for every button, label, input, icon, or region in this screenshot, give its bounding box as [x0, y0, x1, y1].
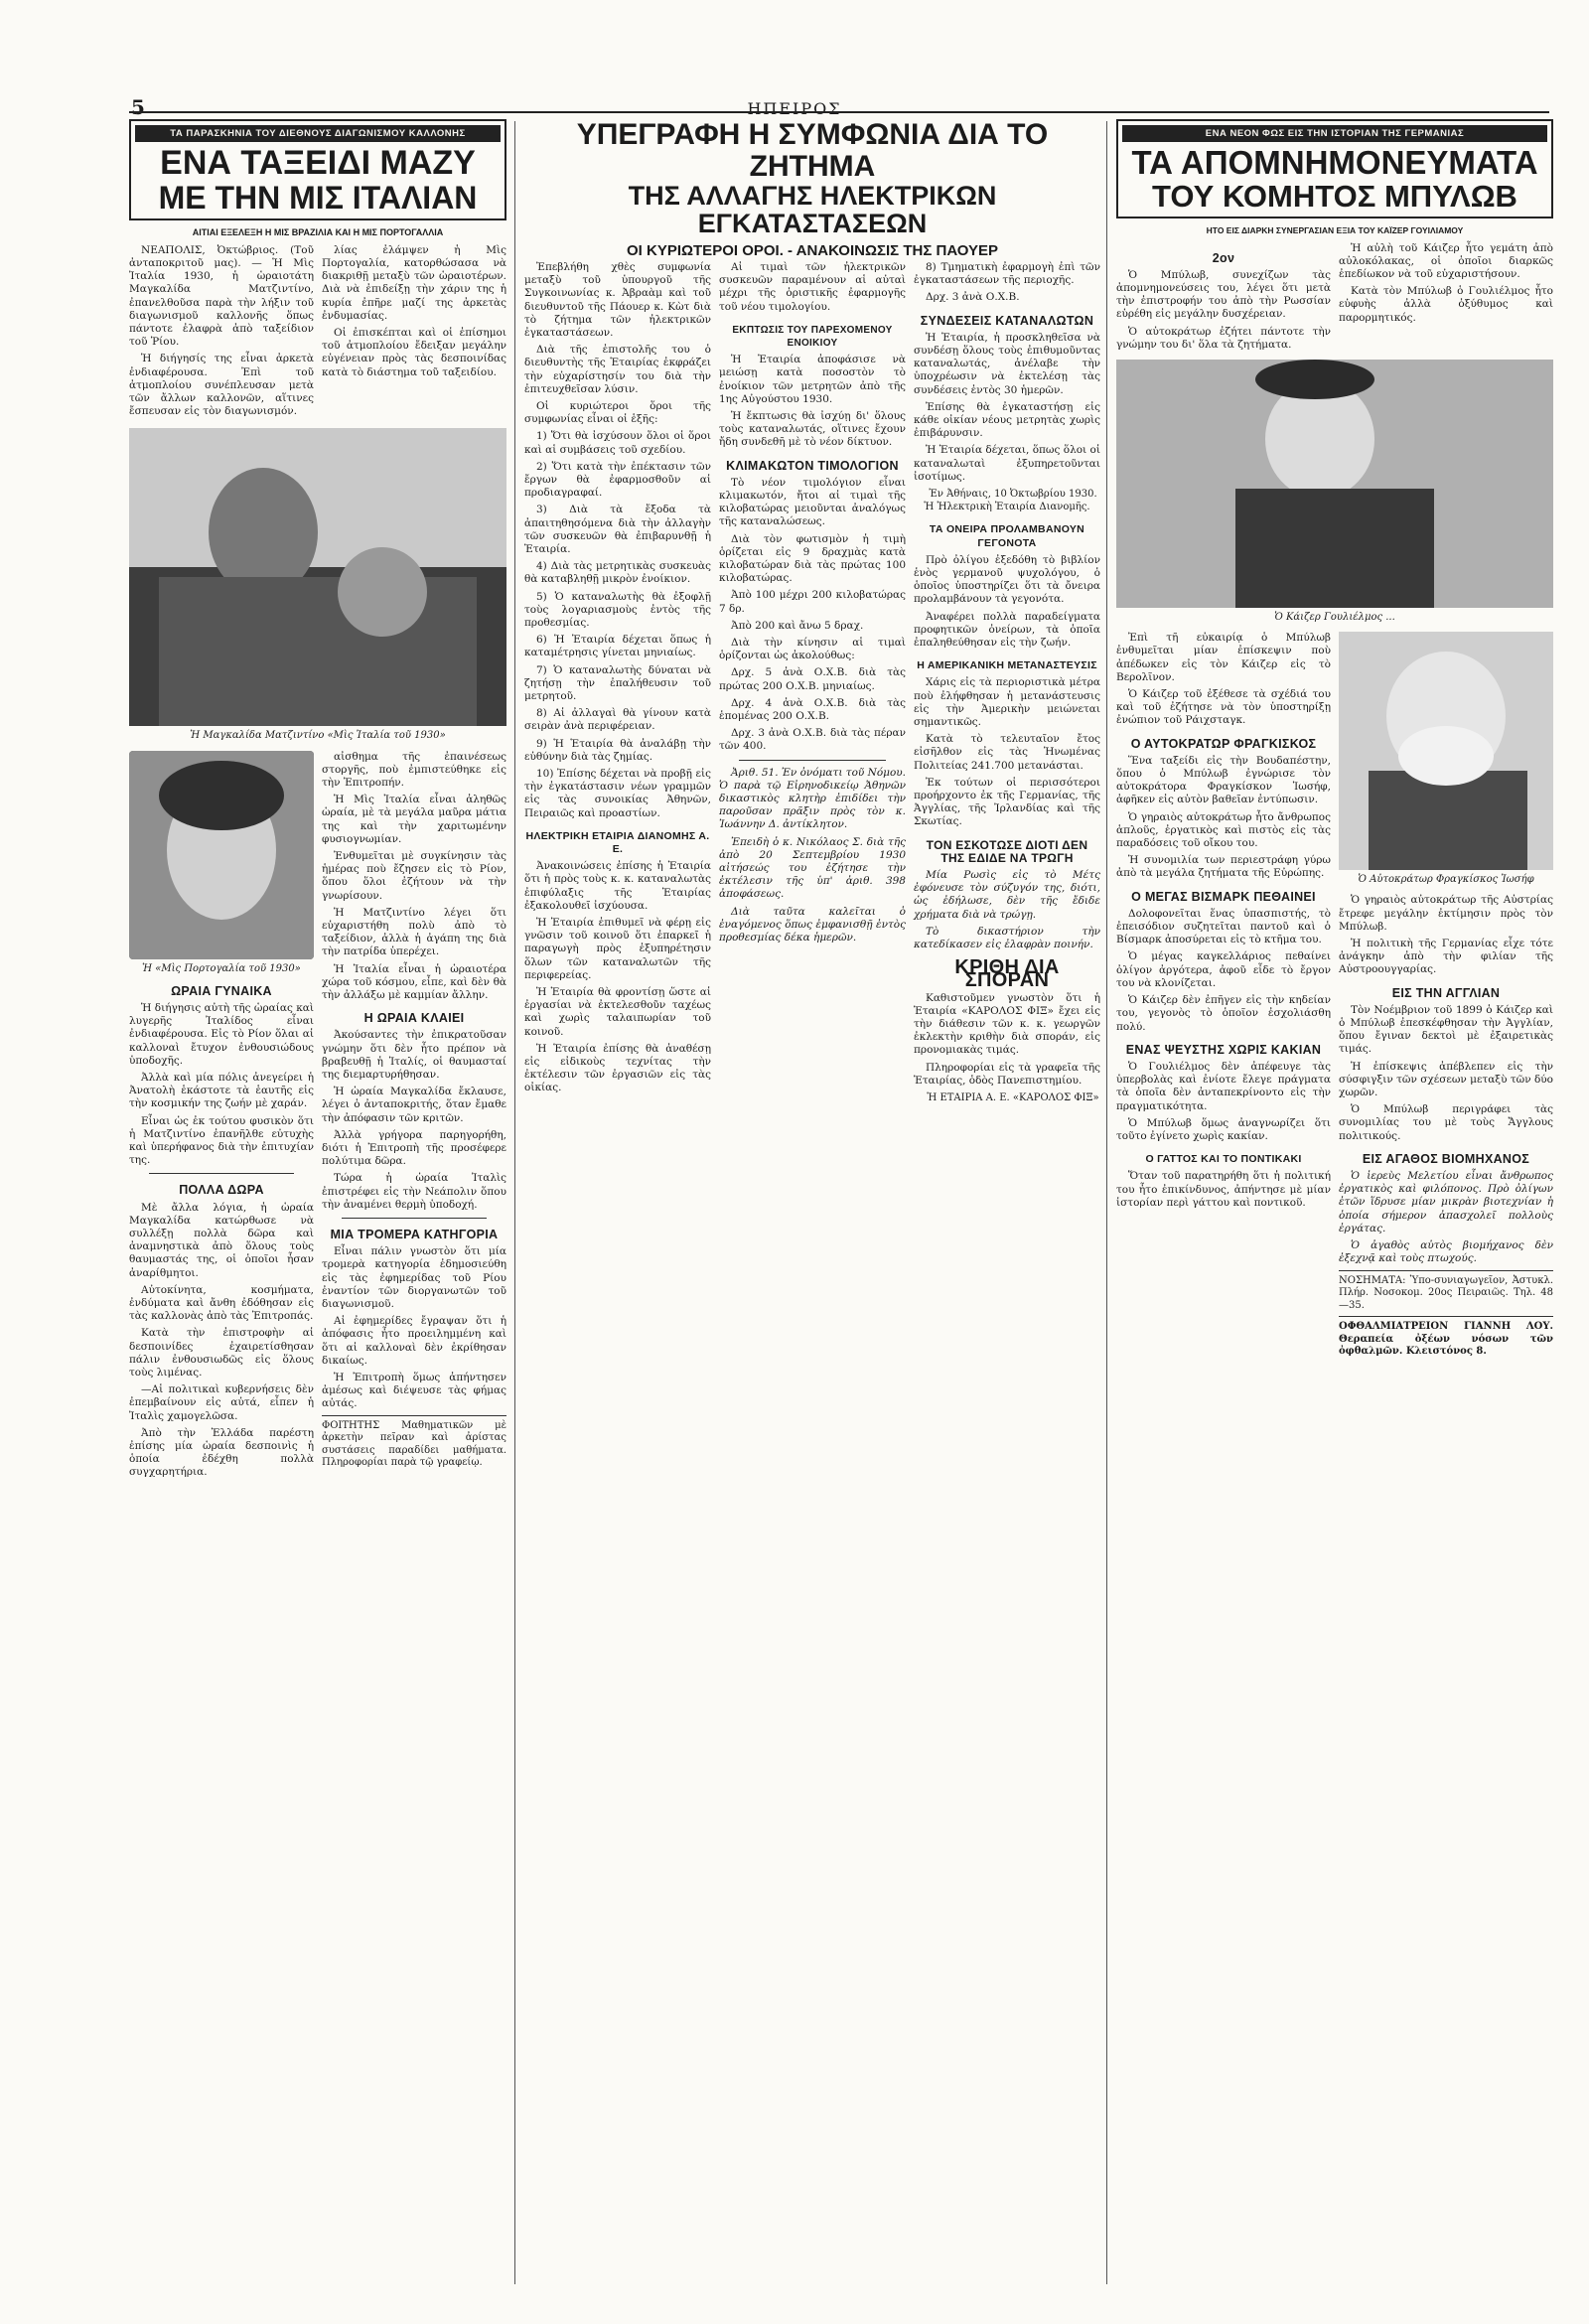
center-headline-2: ΤΗΣ ΑΛΛΑΓΗΣ ΗΛΕΚΤΡΙΚΩΝ ΕΓΚΑΤΑΣΤΑΣΕΩΝ: [628, 181, 997, 239]
left-section-4: ΜΙΑ ΤΡΟΜΕΡΑ ΚΑΤΗΓΟΡΙΑ: [330, 1228, 499, 1242]
right-col-d: Ὁ Αὐτοκράτωρ Φραγκίσκος Ἰωσήφ Ὁ γηραιὸς αὐτοκράτωρ τῆς Αὐστρίας ἔτρεφε μεγάλην ἐκτίμησιν πρὸς τὸν Μπύλωβ. Ἡ πολιτικὴ τῆς Γερμανίας εἶχε τότε ἀνάγκην ἀπὸ τὴν φιλίαν τῆς Αὐστροουγγαρίας. ΕΙΣ ΤΗΝ ΑΓΓΛΙΑΝ Τὸν Νοέμβριον τοῦ 1899 ὁ Κάιζερ καὶ ὁ Μπύλωβ ἐπεσκέφθησαν τὴν Ἀγγλίαν, ὅπου ἔγιναν δεκτοὶ μὲ ἐξαιρετικὰς τιμάς. Ἡ ἐπίσκεψις ἀπέβλεπεν εἰς τὴν σύσφιγξιν τῶν σχέσεων μεταξὺ τῶν δύο χωρῶν. Ὁ Μπύλωβ περιγράφει τὰς συνομιλίας του μὲ τοὺς Ἄγγλους πολιτικούς. ΕΙΣ ΑΓΑΘΟΣ ΒΙΟΜΗΧΑΝΟΣ Ὁ ἱερεὺς Μελετίου εἶναι ἄνθρωπος ἐργατικὸς καὶ φιλόπονος. Πρὸ ὀλίγων ἐτῶν ἵδρυσε μίαν μικρὰν βιοτεχνίαν ἡ ὁποία σήμερον ἀπασχολεῖ πολλοὺς ἐργάτας. Ὁ ἀγαθὸς αὐτὸς βιομήχανος δὲν ἐξεχνᾷ καὶ τοὺς πτωχούς. ΝΟΣΗΜΑΤΑ: Ὑπο-συνιαγωγεῖον, Ἀστυκλ. Πλήρ. Νοσοκομ. 20ος Πειραιῶς. Τηλ. 48—35. ΟΦΘΑΛΜΙΑΤΡΕΙΟΝ ΓΙΑΝΝΗ ΛΟΥ. Θεραπεία ὀξέων νόσων τῶν ὀφθαλμῶν. Κλειστόνος 8.: [1339, 632, 1553, 1362]
right-col-a: 2ον Ὁ Μπύλωβ, συνεχίζων τὰς ἀπομνημονεύσεις του, λέγει ὅτι μετὰ τὴν ἐπιστροφήν του ἀπὸ τὴν Ρωσσίαν εὑρέθη εἰς μεγάλην δυσχέρειαν. Ὁ αὐτοκράτωρ ἐζήτει πάντοτε τὴν γνώμην του δι' ὅλα τὰ ζητήματα.: [1116, 250, 1331, 351]
photo-franz-joseph: [1339, 632, 1553, 870]
center-section-7: ΚΡΙΘΗ ΔΙΑ ΣΠΟΡΑΝ: [954, 956, 1060, 992]
left-headline-2: ΜΕ ΤΗΝ ΜΙΣ ΙΤΑΛΙΑΝ: [158, 179, 478, 216]
right-subkicker: ΗΤΟ ΕΙΣ ΔΙΑΡΚΗ ΣΥΝΕΡΓΑΣΙΑΝ ΕΞΙΑ ΤΟΥ ΚΑΪΖΕΡ ΓΟΥΙΛΙΑΜΟΥ: [1206, 225, 1464, 236]
left-text-col-b: λίας ἐλάμψεν ἡ Μὶς Πορτογαλία, κατορθώσασα νὰ διακριθῇ μεταξὺ τῶν ὡραιοτέρων. Διὰ νὰ ἐπιδείξῃ τὴν χάριν της ἡ κυρία ἐπῆρε μαζί της ἀρκετὰς ἐνδυμασίας. Οἱ ἐπισκέπται καὶ οἱ ἐπίσημοι τοῦ ἀτμοπλοίου ἔδειξαν μεγάλην εὐγένειαν πρὸς τὰς δεσποινίδας κατὰ τὸ διάστημα τοῦ ταξειδίου.: [322, 243, 506, 378]
center-divider-1: [739, 760, 886, 761]
page-number: 5: [131, 95, 145, 119]
center-signature: Ἐν Ἀθήναις, 10 Ὀκτωβρίου 1930. Ἡ Ἠλεκτρικὴ Ἑταιρία Διανομῆς.: [924, 488, 1097, 513]
right-col-c: Ἐπὶ τῆ εὐκαιρίᾳ ὁ Μπύλωβ ἐνθυμεῖται μίαν ἐπίσκεψιν ποὺ ἀπέδωκεν εἰς τὸν Κάιζερ εἰς τὸ Βερολῖνον. Ὁ Κάιζερ τοῦ ἐξέθεσε τὰ σχέδιά του καὶ τοῦ ἐζήτησε νὰ τὸν ὑποστηρίξῃ ἐνώπιον τοῦ Ράιχσταγκ. Ο ΑΥΤΟΚΡΑΤΩΡ ΦΡΑΓΚΙΣΚΟΣ Ἕνα ταξείδι εἰς τὴν Βουδαπέστην, ὅπου ὁ Μπύλωβ ἐγνώρισε τὸν αὐτοκράτορα Φραγκίσκον Ἰωσήφ, ἀφῆκεν εἰς αὐτὸν βαθεῖαν ἐντύπωσιν. Ὁ γηραιὸς αὐτοκράτωρ ἦτο ἄνθρωπος ἁπλοῦς, ἐργατικὸς καὶ πιστὸς εἰς τὰς παραδόσεις τοῦ οἴκου του. Ἡ συνομιλία των περιεστράφη γύρω ἀπὸ τὰ μεγάλα ζητήματα τῆς Εὐρώπης. Ο ΜΕΓΑΣ ΒΙΣΜΑΡΚ ΠΕΘΑΙΝΕΙ Δολοφονεῖται ἕνας ὑπασπιστής, τὸ ἐπεισόδιον συζητεῖται παντοῦ καὶ ὁ Βίσμαρκ ἀποσύρεται εἰς τὸ κτῆμα του. Ὁ μέγας καγκελλάριος πεθαίνει ὀλίγον ἀργότερα, ἀφοῦ εἶδε τὸ ἔργον του νὰ κλονίζεται. Ὁ Κάιζερ δὲν ἐπῆγεν εἰς τὴν κηδείαν του, γεγονὸς τὸ ὁποῖον ἐσχολιάσθη πολύ. ΕΝΑΣ ΨΕΥΣΤΗΣ ΧΩΡΙΣ ΚΑΚΙΑΝ Ὁ Γουλιέλμος δὲν ἀπέφευγε τὰς ὑπερβολὰς καὶ ἐνίοτε ἔλεγε πράγματα τὰ ὁποῖα δὲν ἀνταπεκρίνοντο εἰς τὴν πραγματικότητα. Ὁ Μπύλωβ ὅμως ἀναγνωρίζει ὅτι τοῦτο ἐγίνετο χωρὶς κακίαν. Ο ΓΑΤΤΟΣ ΚΑΙ ΤΟ ΠΟΝΤΙΚΑΚΙ Ὅταν τοῦ παρατηρήθη ὅτι ἡ πολιτική του ἦτο ἐπικίνδυνος, ἀπήντησε μὲ μίαν ἱστορίαν περὶ γάττου καὶ ποντικοῦ.: [1116, 632, 1331, 1209]
right-notice: ΝΟΣΗΜΑΤΑ: Ὑπο-συνιαγωγεῖον, Ἀστυκλ. Πλήρ. Νοσοκομ. 20ος Πειραιῶς. Τηλ. 48—35.: [1339, 1270, 1553, 1313]
center-section-3: ΣΥΝΔΕΣΕΙΣ ΚΑΤΑΝΑΛΩΤΩΝ: [920, 313, 1094, 328]
col-rule-1: [514, 121, 515, 2284]
photo-caption-right-1: Ὁ Κάιζερ Γουλιέλμος ...: [1274, 612, 1395, 624]
right-article: [1116, 119, 1553, 2284]
right-headline-box: [1116, 119, 1553, 218]
right-kicker: ΕΝΑ ΝΕΟΝ ΦΩΣ ΕΙΣ ΤΗΝ ΙΣΤΟΡΙΑΝ ΤΗΣ ΓΕΡΜΑΝΙΑΣ: [1122, 125, 1547, 142]
center-sporan-sign: Ἡ ΕΤΑΙΡΙΑ Α. Ε. «ΚΑΡΟΛΟΣ ΦΙΞ»: [927, 1092, 1099, 1104]
left-ad: ΦΟΙΤΗΤΗΣ Μαθηματικῶν μὲ ἀρκετὴν πεῖραν καὶ ἀρίστας συστάσεις παραδίδει μαθήματα. Πληροφορίαι παρὰ τῷ γραφείῳ.: [322, 1415, 506, 1470]
left-subkicker: ΑΙΤΙΑΙ ΕΞΕΛΕΞΗ Η ΜΙΣ ΒΡΑΖΙΛΙΑ ΚΑΙ Η ΜΙΣ ΠΟΡΤΟΓΑΛΛΙΑ: [192, 227, 444, 238]
center-section-1: ΕΚΠΤΩΣΙΣ ΤΟΥ ΠΑΡΕΧΟΜΕΝΟΥ ΕΝΟΙΚΙΟΥ: [732, 324, 893, 349]
left-section-2: ΠΟΛΛΑ ΔΩΡΑ: [179, 1183, 264, 1198]
center-col-a: Ἐπεβλήθη χθὲς συμφωνία μεταξὺ τοῦ ὑπουργοῦ τῆς Συγκοινωνίας κ. Ἀβραὰμ καὶ τοῦ διευθυντοῦ τῆς Πάουερ κ. Κὼτ διὰ τὸ ζήτημα τῶν ἠλεκτρικῶν ἐγκαταστάσεων. Διὰ τῆς ἐπιστολῆς του ὁ διευθυντὴς τῆς Ἑταιρίας ἐκφράζει τὴν εὐχαρίστησίν του διὰ τὴν ἐπιτευχθεῖσαν λύσιν. Οἱ κυριώτεροι ὅροι τῆς συμφωνίας εἶναι οἱ ἑξῆς: 1) Ὅτι θὰ ἰσχύσουν ὅλοι οἱ ὅροι καὶ αἱ συμβάσεις τοῦ σχεδίου. 2) Ὅτι κατὰ τὴν ἐπέκτασιν τῶν ἔργων θὰ ἐφαρμοσθοῦν αἱ προδιαγραφαί. 3) Διὰ τὰ ἔξοδα τὰ ἀπαιτηθησόμενα διὰ τὴν ἀλλαγὴν τῶν συσκευῶν θὰ ἐπιβαρυνθῇ ἡ Ἑταιρία. 4) Διὰ τὰς μετρητικὰς συσκευὰς θὰ καταβληθῇ μικρὸν ἐνοίκιον. 5) Ὁ καταναλωτὴς θὰ ἐξοφλῇ τοὺς λογαριασμοὺς ἐντὸς τῆς προθεσμίας. 6) Ἡ Ἑταιρία δέχεται ὅπως ἡ καταμέτρησις γίνεται μηνιαίως. 7) Ὁ καταναλωτὴς δύναται νὰ ζητήσῃ τὴν ἐπαλήθευσιν τοῦ μετρητοῦ. 8) Αἱ ἀλλαγαὶ θὰ γίνουν κατὰ σειρὰν ἀνὰ περιφέρειαν. 9) Ἡ Ἑταιρία θὰ ἀναλάβῃ τὴν εὐθύνην διὰ τὰς ζημίας. 10) Ἐπίσης δέχεται νὰ προβῇ εἰς τὴν ἐγκατάστασιν νέων γραμμῶν εἰς τὰς συνοικίας Ἀθηνῶν, Πειραιῶς καὶ προαστίων. ΗΛΕΚΤΡΙΚΗ ΕΤΑΙΡΙΑ ΔΙΑΝΟΜΗΣ Α. Ε. Ἀνακοινώσεις ἐπίσης ἡ Ἑταιρία ὅτι ἡ πρὸς τοὺς κ. κ. καταναλωτὰς ἐπιφύλαξις τῆς Ἑταιρίας ἐξακολουθεῖ ἰσχύουσα. Ἡ Ἑταιρία ἐπιθυμεῖ νὰ φέρῃ εἰς γνῶσιν τοῦ κοινοῦ ὅτι ἐπαρκεῖ ἡ παραγωγὴ πρὸς ἐξυπηρέτησιν ὅλων τῶν καταναλωτῶν τῆς περιφερείας. Ἡ Ἑταιρία θὰ φροντίσῃ ὥστε αἱ ἐργασίαι νὰ ἐκτελεσθοῦν ταχέως καὶ χωρὶς ταλαιπωρίαν τοῦ κοινοῦ. Ἡ Ἑταιρία ἐπίσης θὰ ἀναθέσῃ εἰς εἰδικοὺς τεχνίτας τὴν ἐκτέλεσιν τῶν ἐργασιῶν εἰς τὰς οἰκίας.: [524, 260, 711, 1094]
right-section-2: Ο ΜΕΓΑΣ ΒΙΣΜΑΡΚ ΠΕΘΑΙΝΕΙ: [1131, 889, 1316, 904]
center-article: [524, 119, 1100, 2284]
center-deck: ΟΙ ΚΥΡΙΩΤΕΡΟΙ ΟΡΟΙ. - ΑΝΑΚΟΙΝΩΣΙΣ ΤΗΣ ΠΑΟΥΕΡ: [626, 241, 999, 259]
left-headline-box: [129, 119, 506, 220]
right-section-3: ΕΝΑΣ ΨΕΥΣΤΗΣ ΧΩΡΙΣ ΚΑΚΙΑΝ: [1125, 1042, 1322, 1057]
center-section-6: ΤΟΝ ΕΣΚΟΤΩΣΕ ΔΙΟΤΙ ΔΕΝ ΤΗΣ ΕΔΙΔΕ ΝΑ ΤΡΩΓΗ: [926, 837, 1088, 865]
center-section-2: ΚΛΙΜΑΚΩΤΟΝ ΤΙΜΟΛΟΓΙΟΝ: [726, 458, 899, 473]
photo-caption-right-2: Ὁ Αὐτοκράτωρ Φραγκίσκος Ἰωσήφ: [1358, 874, 1534, 886]
right-section-6: ΕΙΣ ΤΗΝ ΑΓΓΛΙΑΝ: [1391, 985, 1501, 1000]
left-headline-1: ΕΝΑ ΤΑΞΕΙΔΙ ΜΑΖΥ: [160, 144, 476, 183]
left-divider-1: [149, 1173, 294, 1174]
center-section-4: ΤΑ ΟΝΕΙΡΑ ΠΡΟΛΑΜΒΑΝΟΥΝ ΓΕΓΟΝΟΤΑ: [929, 523, 1085, 549]
left-text-col-a: ΝΕΑΠΟΛΙΣ, Ὀκτώβριος. (Τοῦ ἀνταποκριτοῦ μας). — Ἡ Μὶς Ἰταλία 1930, ἡ ὡραιοτάτη Μαγκαλίδα Ματζιντίνο, ἐπανελθοῦσα παρὰ τὴν λήξιν τοῦ διαγωνισμοῦ καλλονῆς ὅπως πάντοτε ἐλαφρὰ ἀπὸ ταξείδιον τοῦ Ῥίου. Ἡ διήγησίς της εἶναι ἀρκετὰ ἐνδιαφέρουσα. Ἐπὶ τοῦ ἀτμοπλοίου συνέπλευσαν μετὰ τῶν ἄλλων καλλονῶν, αἵτινες ἔσπευσαν εἰς τὸν διαγωνισμόν.: [129, 243, 314, 418]
photo-miss-portugal: [129, 751, 314, 959]
left-section-1: ΩΡΑΙΑ ΓΥΝΑΙΚΑ: [171, 983, 272, 998]
photo-caption-2: Ἡ «Μὶς Πορτογαλία τοῦ 1930»: [142, 962, 301, 974]
left-article: [129, 119, 506, 2284]
masthead-rule: [129, 111, 1549, 113]
center-section-5: Η ΑΜΕΡΙΚΑΝΙΚΗ ΜΕΤΑΝΑΣΤΕΥΣΙΣ: [917, 659, 1097, 672]
right-clinic: ΟΦΘΑΛΜΙΑΤΡΕΙΟΝ ΓΙΑΝΝΗ ΛΟΥ. Θεραπεία ὀξέων νόσων τῶν ὀφθαλμῶν. Κλειστόνος 8.: [1339, 1316, 1553, 1359]
center-col-c: 8) Τμηματικὴ ἐφαρμογὴ ἐπὶ τῶν ἐγκαταστάσεων τῆς περιοχῆς. Δρχ. 3 ἀνὰ Ο.Χ.Β. ΣΥΝΔΕΣΕΙΣ ΚΑΤΑΝΑΛΩΤΩΝ Ἡ Ἑταιρία, ἡ προσκληθεῖσα νὰ συνδέσῃ ὅλους τοὺς ἐπιθυμοῦντας καταναλωτάς, ἀνέλαβε τὴν ὑποχρέωσιν νὰ ἐκτελέσῃ τὰς συνδέσεις ἐντὸς 30 ἡμερῶν. Ἐπίσης θὰ ἐγκαταστήσῃ εἰς κάθε οἰκίαν νέους μετρητὰς χωρὶς ἐπιβάρυνσιν. Ἡ Ἑταιρία δέχεται, ὅπως ὅλοι οἱ καταναλωταὶ ἐξυπηρετοῦνται ἰσοτίμως. Ἐν Ἀθήναις, 10 Ὀκτωβρίου 1930. Ἡ Ἠλεκτρικὴ Ἑταιρία Διανομῆς. ΤΑ ΟΝΕΙΡΑ ΠΡΟΛΑΜΒΑΝΟΥΝ ΓΕΓΟΝΟΤΑ Πρὸ ὀλίγου ἐξεδόθη τὸ βιβλίον ἑνὸς γερμανοῦ ψυχολόγου, ὁ ὁποῖος ὑποστηρίζει ὅτι τὰ ὄνειρα προλαμβάνουν τὰ γεγονότα. Ἀναφέρει πολλὰ παραδείγματα προφητικῶν ὀνείρων, τὰ ὁποῖα ἐπαληθεύθησαν εἰς τὴν ζωήν. Η ΑΜΕΡΙΚΑΝΙΚΗ ΜΕΤΑΝΑΣΤΕΥΣΙΣ Χάρις εἰς τὰ περιοριστικὰ μέτρα ποὺ ἐλήφθησαν ἡ μετανάστευσις εἰς τὴν Ἀμερικὴν μειώνεται σημαντικῶς. Κατὰ τὸ τελευταῖον ἔτος εἰσῆλθον εἰς τὰς Ἡνωμένας Πολιτείας 241.700 μετανάσται. Ἐκ τούτων οἱ περισσότεροι προήρχοντο ἐκ τῆς Γερμανίας, τῆς Ἀγγλίας, τῆς Ἰρλανδίας καὶ τῆς Σκωτίας. ΤΟΝ ΕΣΚΟΤΩΣΕ ΔΙΟΤΙ ΔΕΝ ΤΗΣ ΕΔΙΔΕ ΝΑ ΤΡΩΓΗ Μία Ρωσὶς εἰς τὸ Μέτς ἐφόνευσε τὸν σύζυγόν της, διότι, ὡς ἐδήλωσε, δὲν τῆς ἔδιδε χρήματα διὰ νὰ τρώγῃ. Τὸ δικαστήριον τὴν κατεδίκασεν εἰς ἐλαφρὰν ποινήν. ΚΡΙΘΗ ΔΙΑ ΣΠΟΡΑΝ Καθιστοῦμεν γνωστὸν ὅτι ἡ Ἑταιρία «ΚΑΡΟΛΟΣ ΦΙΞ» ἔχει εἰς τὴν διάθεσιν τῶν κ. κ. γεωργῶν ἐκλεκτὴν κριθὴν διὰ σποράν, εἰς προνομιακὰς τιμάς. Πληροφορίαι εἰς τὰ γραφεῖα τῆς Ἑταιρίας, ὁδὸς Πανεπιστημίου. Ἡ ΕΤΑΙΡΙΑ Α. Ε. «ΚΑΡΟΛΟΣ ΦΙΞ»: [914, 260, 1100, 1104]
right-headline-2: ΤΟΥ ΚΟΜΗΤΟΣ ΜΠΥΛΩΒ: [1152, 178, 1517, 214]
right-section-1: Ο ΑΥΤΟΚΡΑΤΩΡ ΦΡΑΓΚΙΣΚΟΣ: [1130, 736, 1317, 751]
left-divider-2: [342, 1218, 487, 1219]
masthead: [0, 0, 1589, 119]
right-section-5: ΕΙΣ ΑΓΑΘΟΣ ΒΙΟΜΗΧΑΝΟΣ: [1362, 1151, 1530, 1166]
center-col-b: Αἱ τιμαὶ τῶν ἠλεκτρικῶν συσκευῶν παραμένουν αἱ αὐταὶ μέχρι τῆς ὁριστικῆς ἐφαρμογῆς τοῦ νέου τιμολογίου. ΕΚΠΤΩΣΙΣ ΤΟΥ ΠΑΡΕΧΟΜΕΝΟΥ ΕΝΟΙΚΙΟΥ Ἡ Ἑταιρία ἀποφάσισε νὰ μειώσῃ κατὰ ποσοστὸν τὸ ἐνοίκιον τῶν μετρητῶν ἀπὸ τῆς 1ης Αὐγούστου 1930. Ἡ ἔκπτωσις θὰ ἰσχύῃ δι' ὅλους τοὺς καταναλωτάς, οἵτινες ἔχουν ἤδη συνδεθῆ μὲ τὸ νέον δίκτυον. ΚΛΙΜΑΚΩΤΟΝ ΤΙΜΟΛΟΓΙΟΝ Τὸ νέον τιμολόγιον εἶναι κλιμακωτόν, ἤτοι αἱ τιμαὶ τῆς κιλοβατώρας μειοῦνται ἀναλόγως τῆς καταναλώσεως. Διὰ τὸν φωτισμὸν ἡ τιμὴ ὁρίζεται εἰς 9 δραχμὰς κατὰ κιλοβατώραν διὰ τὰς πρώτας 100 κιλοβατώρας. Ἀπὸ 100 μέχρι 200 κιλοβατώρας 7 δρ. Ἀπὸ 200 καὶ ἄνω 5 δραχ. Διὰ τὴν κίνησιν αἱ τιμαὶ ὁρίζονται ὡς ἀκολούθως: Δρχ. 5 ἀνὰ Ο.Χ.Β. διὰ τὰς πρώτας 200 Ο.Χ.Β. μηνιαίως. Δρχ. 4 ἀνὰ Ο.Χ.Β. διὰ τὰς ἑπομένας 200 Ο.Χ.Β. Δρχ. 3 ἀνὰ Ο.Χ.Β. διὰ τὰς πέραν τῶν 400. Ἀριθ. 51. Ἐν ὀνόματι τοῦ Νόμου. Ὁ παρὰ τῷ Εἰρηνοδικείῳ Ἀθηνῶν δικαστικὸς κλητὴρ ἐπιδίδει τὴν παροῦσαν πρᾶξιν πρὸς τὸν κ. Ἰωάννην Δ. ἀντίκλητον. Ἐπειδὴ ὁ κ. Νικόλαος Σ. διὰ τῆς ἀπὸ 20 Σεπτεμβρίου 1930 αἰτήσεώς του ἐζήτησε τὴν ἐκτέλεσιν τῆς ὑπ' ἀριθ. 398 ἀποφάσεως. Διὰ ταῦτα καλεῖται ὁ ἐναγόμενος ὅπως ἐμφανισθῇ ἐντὸς προθεσμίας δέκα ἡμερῶν.: [719, 260, 907, 944]
left-kicker: ΤΑ ΠΑΡΑΣΚΗΝΙΑ ΤΟΥ ΔΙΕΘΝΟΥΣ ΔΙΑΓΩΝΙΣΜΟΥ ΚΑΛΛΟΝΗΣ: [135, 125, 501, 142]
left-section-3: Η ΩΡΑΙΑ ΚΛΑΙΕΙ: [363, 1011, 465, 1026]
right-section-4: Ο ΓΑΤΤΟΣ ΚΑΙ ΤΟ ΠΟΝΤΙΚΑΚΙ: [1145, 1153, 1302, 1166]
photo-kaiser: [1116, 360, 1553, 608]
center-section-8: ΗΛΕΚΤΡΙΚΗ ΕΤΑΙΡΙΑ ΔΙΑΝΟΜΗΣ Α. Ε.: [525, 829, 710, 856]
newspaper-title: ΗΠΕΙΡΟΣ: [747, 99, 842, 118]
left-text-col-d: αἰσθημα τῆς ἐπαινέσεως στοργῆς, ποὺ ἐμπιστεύθηκε εἰς τὴν Ἐπιτροπήν. Ἡ Μὶς Ἰταλία εἶναι ἀληθῶς ὡραία, μὲ τὰ μεγάλα μαῦρα μάτια της καὶ τὴν χαριτωμένην φυσιογνωμίαν. Ἐνθυμεῖται μὲ συγκίνησιν τὰς ἡμέρας ποὺ ἔζησεν εἰς τὸ Ρίον, ὅπου ὅλοι ἐζήτουν νὰ τὴν γνωρίσουν. Ἡ Ματζιντίνο λέγει ὅτι εὐχαριστήθη πολὺ ἀπὸ τὸ ταξείδιον, ἀλλὰ ἡ ἀγάπη της διὰ τὴν πατρίδα ὑπερέχει. Ἡ Ἰταλία εἶναι ἡ ὡραιοτέρα χώρα τοῦ κόσμου, εἶπε, καὶ δὲν θὰ τὴν ἀλλάξω μὲ καμμίαν ἄλλην. Η ΩΡΑΙΑ ΚΛΑΙΕΙ Ἀκούσαντες τὴν ἐπικρατοῦσαν γνώμην ὅτι δὲν ἦτο πρέπον νὰ βραβευθῇ ἡ Ἰταλίς, οἱ θαυμασταί της διεμαρτυρήθησαν. Ἡ ὡραία Μαγκαλίδα ἔκλαυσε, λέγει ὁ ἀνταποκριτής, ὅταν ἔμαθε τὴν ἀπόφασιν τῶν κριτῶν. Ἀλλὰ γρήγορα παρηγορήθη, διότι ἡ Ἐπιτροπὴ τῆς προσέφερε πολύτιμα δῶρα. Τώρα ἡ ὡραία Ἰταλὶς ἐπιστρέφει εἰς τὴν Νεάπολιν ὅπου τὴν ἀναμένει θερμὴ ὑποδοχή. ΜΙΑ ΤΡΟΜΕΡΑ ΚΑΤΗΓΟΡΙΑ Εἶναι πάλιν γνωστὸν ὅτι μία τρομερὰ κατηγορία ἐδημοσιεύθη εἰς τὰς ἐφημερίδας τοῦ Ρίου ἐναντίον τῶν διοργανωτῶν τοῦ διαγωνισμοῦ. Αἱ ἐφημερίδες ἔγραψαν ὅτι ἡ ἀπόφασις ἦτο προειλημμένη καὶ ὅτι αἱ καλλοναὶ δὲν ἐκρίθησαν δικαίως. Ἡ Ἐπιτροπὴ ὅμως ἀπήντησεν ἀμέσως καὶ διέψευσε τὰς φήμας αὐτάς. ΦΟΙΤΗΤΗΣ Μαθηματικῶν μὲ ἀρκετὴν πεῖραν καὶ ἀρίστας συστάσεις παραδίδει μαθήματα. Πληροφορίαι παρὰ τῷ γραφείῳ.: [322, 750, 506, 1469]
right-headline-1: ΤΑ ΑΠΟΜΝΗΜΟΝΕΥΜΑΤΑ: [1131, 144, 1538, 182]
right-col-b: Ἡ αὐλὴ τοῦ Κάιζερ ἦτο γεμάτη ἀπὸ αὐλοκόλακας, οἱ ὁποῖοι διαρκῶς ἐπεδίωκον νὰ τοῦ εὐχαριστήσουν. Κατὰ τὸν Μπύλωβ ὁ Γουλιέλμος ἦτο εὐφυὴς ἀλλὰ ὀξύθυμος καὶ παρορμητικός.: [1339, 241, 1553, 324]
photo-caption-1: Ἡ Μαγκαλίδα Ματζιντίνο «Μὶς Ἰταλία τοῦ 1930»: [190, 730, 446, 742]
photo-miss-italia: [129, 428, 506, 726]
col-rule-2: [1106, 121, 1107, 2284]
center-headline-1: ΥΠΕΓΡΑΦΗ Η ΣΥΜΦΩΝΙΑ ΔΙΑ ΤΟ ΖΗΤΗΜΑ: [576, 119, 1049, 183]
right-part: 2ον: [1212, 250, 1235, 265]
left-text-col-c: Ἡ «Μὶς Πορτογαλία τοῦ 1930» ΩΡΑΙΑ ΓΥΝΑΙΚΑ Ἡ διήγησις αὐτὴ τῆς ὡραίας καὶ λυγερῆς Ἰταλίδος εἶναι ἐνδιαφέρουσα. Εἰς τὸ Ρίον ὅλαι αἱ καλλοναὶ ἔτυχον ἐνθουσιώδους ὑποδοχῆς. Ἀλλὰ καὶ μία πόλις ἀνεγείρει ἡ Ἀνατολὴ ἑκάστοτε τὰ ἑαυτῆς εἰς τὴν κοσμικήν της ζωήν μὲ χαράν. Εἶναι ὡς ἐκ τούτου φυσικὸν ὅτι ἡ Ματζιντίνο ἐπανῆλθε εὐτυχὴς καὶ ὑπερήφανος διὰ τὴν ἐπιτυχίαν της. ΠΟΛΛΑ ΔΩΡΑ Μὲ ἄλλα λόγια, ἡ ὡραία Μαγκαλίδα κατώρθωσε νὰ συλλέξῃ πολλὰ δῶρα καὶ ἀναμνηστικὰ ἀπὸ ὅλους τοὺς θαυμαστάς της, οἱ ὁποῖοι ἦσαν ἀναρίθμητοι. Αὐτοκίνητα, κοσμήματα, ἐνδύματα καὶ ἄνθη ἐδόθησαν εἰς τὰς καλλονὰς ἀπὸ τὰς Ἐπιτροπάς. Κατὰ τὴν ἐπιστροφὴν αἱ δεσποινίδες ἐχαιρετίσθησαν πάλιν ἐνθουσιωδῶς εἰς ὅλους τοὺς λιμένας. —Αἱ πολιτικαὶ κυβερνήσεις δὲν ἐπεμβαίνουν εἰς αὐτά, εἶπεν ἡ Ἰταλὶς χαμογελῶσα. Ἀπὸ τὴν Ἑλλάδα παρέστη ἐπίσης μία ὡραία δεσποινὶς ἡ ὁποία ἐδέχθη πολλὰ συγχαρητήρια.: [129, 751, 314, 1484]
